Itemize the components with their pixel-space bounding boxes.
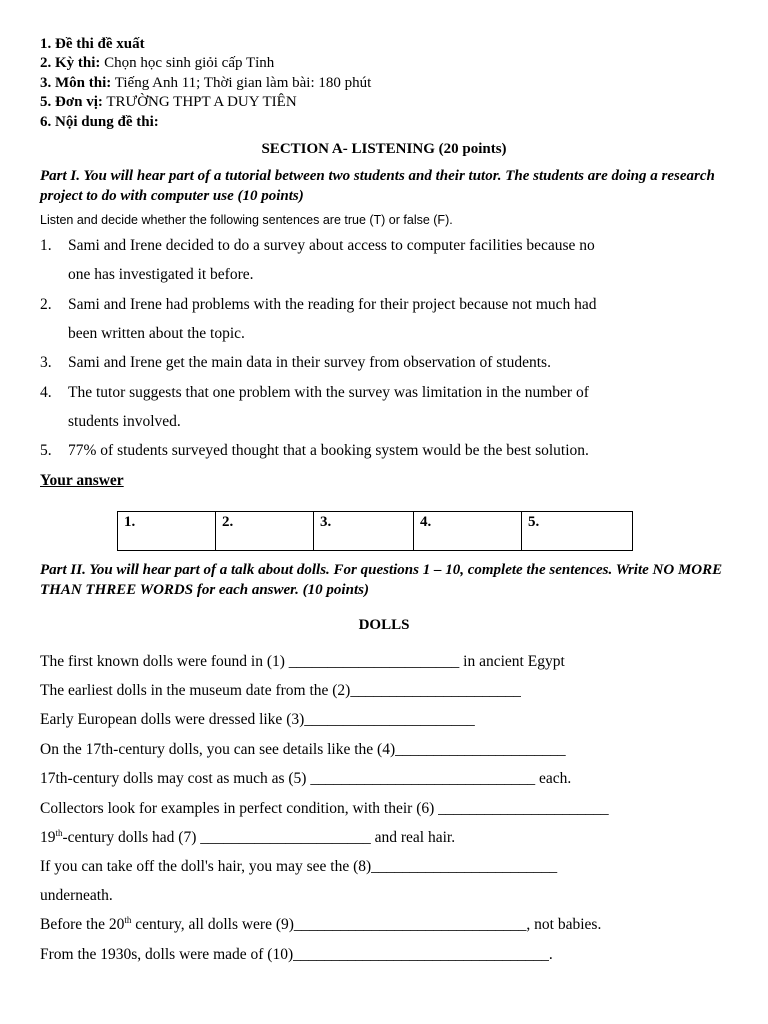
sentence-8-cont: underneath. bbox=[40, 887, 113, 904]
part1-instruction: Listen and decide whether the following sentences are true (T) or false (F). bbox=[40, 213, 453, 227]
superscript: th bbox=[55, 827, 63, 838]
question-text-cont: students involved. bbox=[68, 413, 181, 430]
header-value: Chọn học sinh giỏi cấp Tỉnh bbox=[100, 55, 275, 71]
answer-table bbox=[117, 511, 633, 551]
answer-cell-3[interactable]: 3. bbox=[314, 512, 414, 551]
header-label: 1. Đề thi đề xuất bbox=[40, 36, 145, 52]
header-label: 5. Đơn vị: bbox=[40, 94, 103, 110]
header-label: 2. Kỳ thi: bbox=[40, 55, 101, 71]
header-line-3 bbox=[40, 74, 371, 93]
header-line-1 bbox=[40, 35, 145, 54]
question-text-cont: been written about the topic. bbox=[68, 325, 245, 342]
answer-cell-4[interactable]: 4. bbox=[414, 512, 522, 551]
part2-heading: Part II. You will hear part of a talk about dolls. For questions 1 – 10, complete the sentences. Write NO MORE THAN THREE WORDS for each answer. (10 points) bbox=[40, 562, 723, 598]
header-value: TRƯỜNG THPT A DUY TIÊN bbox=[102, 94, 297, 110]
question-number: 5. bbox=[40, 442, 52, 459]
header-label: 6. Nội dung đề thi: bbox=[40, 114, 159, 130]
sentence-8: If you can take off the doll's hair, you may see the (8)________________________ bbox=[40, 858, 558, 875]
section-title: SECTION A- LISTENING (20 points) bbox=[261, 141, 507, 157]
question-text-cont: one has investigated it before. bbox=[68, 266, 254, 283]
header-line-4 bbox=[40, 93, 297, 112]
sentence-7 bbox=[40, 829, 455, 847]
superscript: th bbox=[124, 914, 132, 925]
sentence-4: On the 17th-century dolls, you can see details like the (4)______________________ bbox=[40, 741, 566, 758]
question-number: 4. bbox=[40, 384, 52, 401]
sentence-7-start: 19 bbox=[40, 829, 56, 846]
question-text: Sami and Irene decided to do a survey about access to computer facilities because no bbox=[68, 237, 595, 254]
question-text: The tutor suggests that one problem with the survey was limitation in the number of bbox=[68, 384, 589, 401]
question-number: 1. bbox=[40, 237, 52, 254]
sentence-3: Early European dolls were dressed like (3)______________________ bbox=[40, 711, 475, 728]
sentence-9-start: Before the 20 bbox=[40, 916, 125, 933]
your-answer-label: Your answer bbox=[40, 472, 124, 489]
answer-cell-5[interactable]: 5. bbox=[522, 512, 633, 551]
sentence-6: Collectors look for examples in perfect condition, with their (6) ______________________ bbox=[40, 800, 609, 817]
header-line-5 bbox=[40, 113, 159, 132]
answer-cell-1[interactable]: 1. bbox=[118, 512, 216, 551]
question-number: 2. bbox=[40, 296, 52, 313]
dolls-title: DOLLS bbox=[358, 617, 410, 633]
question-text: Sami and Irene had problems with the reading for their project because not much had bbox=[68, 296, 597, 313]
table-row bbox=[118, 512, 633, 551]
header-value: Tiếng Anh 11; Thời gian làm bài: 180 phút bbox=[111, 75, 372, 91]
question-text: Sami and Irene get the main data in their survey from observation of students. bbox=[68, 354, 551, 371]
part1-heading: Part I. You will hear part of a tutorial between two students and their tutor. The students are doing a research project to do with computer use (10 points) bbox=[40, 168, 715, 204]
sentence-9-rest: century, all dolls were (9)______________________________, not babies. bbox=[131, 916, 602, 933]
sentence-2: The earliest dolls in the museum date from the (2)______________________ bbox=[40, 682, 521, 699]
question-text: 77% of students surveyed thought that a booking system would be the best solution. bbox=[68, 442, 589, 459]
sentence-10: From the 1930s, dolls were made of (10)_________________________________. bbox=[40, 946, 553, 963]
header-label: 3. Môn thi: bbox=[40, 75, 112, 91]
header-line-2 bbox=[40, 54, 274, 73]
sentence-9 bbox=[40, 916, 601, 934]
sentence-1: The first known dolls were found in (1) ______________________ in ancient Egypt bbox=[40, 653, 565, 670]
answer-cell-2[interactable]: 2. bbox=[216, 512, 314, 551]
sentence-7-rest: -century dolls had (7) ______________________ and real hair. bbox=[62, 829, 456, 846]
question-number: 3. bbox=[40, 354, 52, 371]
sentence-5: 17th-century dolls may cost as much as (5) _____________________________ each. bbox=[40, 770, 572, 787]
